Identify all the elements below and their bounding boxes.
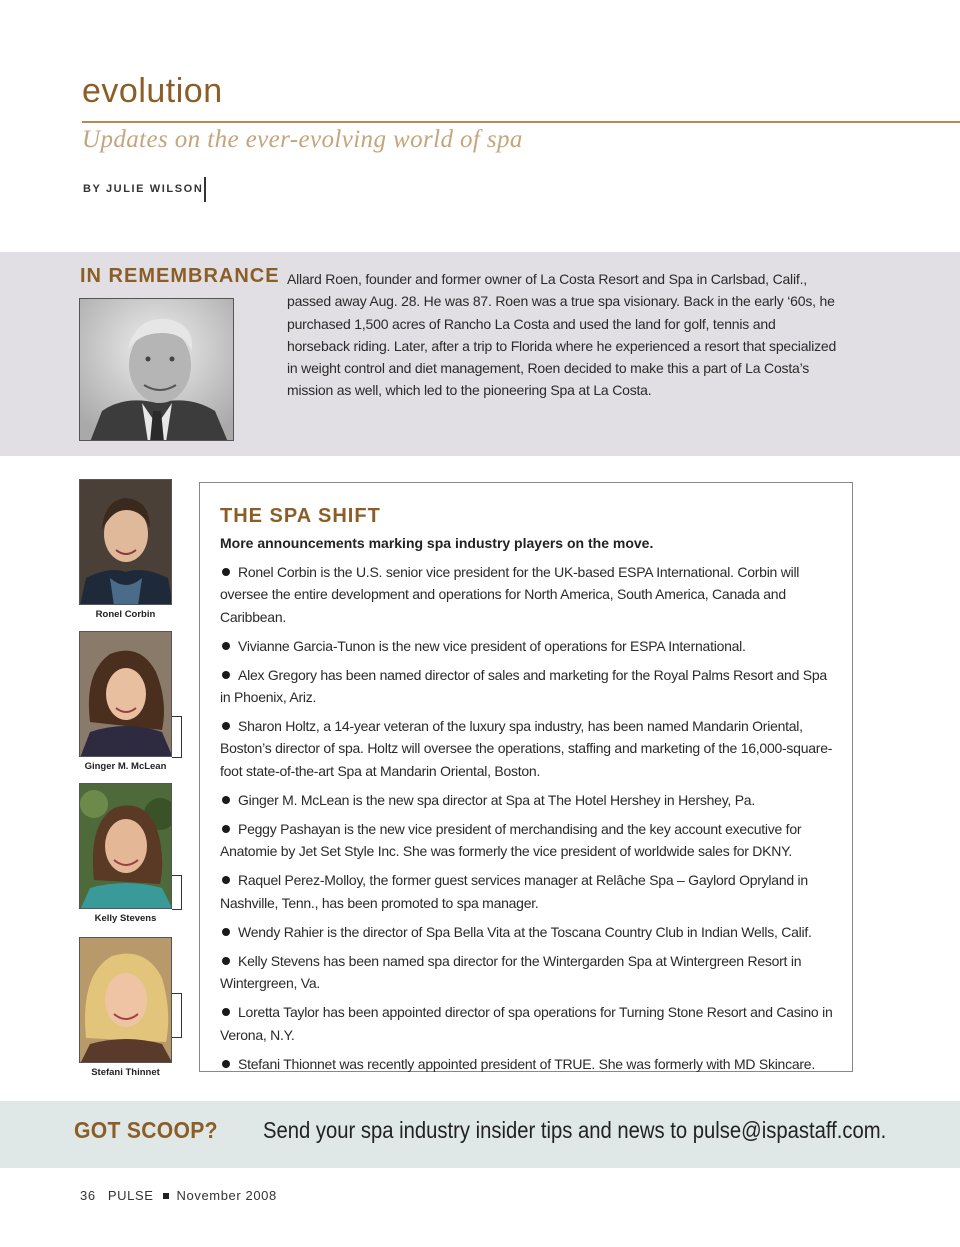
list-item-text: Loretta Taylor has been appointed director of spa operations for Turning Stone Resort and Casino in Verona, N.Y. [220,1004,833,1043]
list-item [220,715,835,782]
list-item-text: Peggy Pashayan is the new vice president of merchandising and the key account executive for Anatomie by Jet Set Style Inc. She was formerly the vice president of worldwide sales for DKNY. [220,820,802,860]
issue-date: November 2008 [176,1188,277,1203]
roen-photo [79,298,234,441]
portrait-image [80,784,172,909]
byline: BY JULIE WILSON [83,183,204,195]
bullet-icon [222,1008,230,1016]
list-item [220,921,835,943]
page-number: 36 [80,1188,96,1203]
list-item [220,869,835,914]
portrait-image [80,632,172,757]
list-item [220,818,835,863]
magazine-name: PULSE [107,1188,154,1203]
list-item-text: Alex Gregory has been named director of sales and marketing for the Royal Palms Resort and Spa in Phoenix, Ariz. [220,666,827,706]
corbin-photo [79,479,172,605]
bullet-icon [222,876,230,884]
caption-corbin: Ronel Corbin [95,609,156,620]
list-item-text: Raquel Perez-Molloy, the former guest services manager at Relâche Spa – Gaylord Opryland in Nashville, Tenn., has been promoted to spa manager. [220,872,808,911]
caption-thinnet: Stefani Thinnet [91,1067,160,1078]
list-item [220,1053,835,1075]
list-item-text: Ginger M. McLean is the new spa director at Spa at The Hotel Hershey in Hershey, Pa. [238,791,755,808]
bullet-icon [222,796,230,804]
spa-shift-heading: THE SPA SHIFT [220,505,381,527]
list-item-text: Wendy Rahier is the director of Spa Bella Vita at the Toscana Country Club in Indian Wells, Calif. [238,923,812,940]
list-item [220,789,835,811]
portrait-image [80,938,172,1063]
square-separator-icon [163,1193,169,1199]
connector-line [172,875,182,910]
page-footer [80,1188,285,1203]
portrait-image [80,299,234,441]
bullet-icon [222,568,230,576]
list-item-text: Stefani Thionnet was recently appointed president of TRUE. She was formerly with MD Skincare. [238,1055,815,1072]
list-item-text: Vivianne Garcia-Tunon is the new vice president of operations for ESPA International. [238,637,746,654]
spa-shift-list [220,561,835,1082]
title-rule [82,121,960,123]
bullet-icon [222,928,230,936]
caption-stevens: Kelly Stevens [94,913,157,924]
connector-line [172,716,182,758]
section-title: evolution [82,72,223,110]
section-subtitle: Updates on the ever-evolving world of spa [82,126,523,153]
bullet-icon [222,1060,230,1068]
list-item-text: Ronel Corbin is the U.S. senior vice president for the UK-based ESPA International. Corbin will oversee the entire development and operations for North America, South America, Canada and Caribbean. [220,564,800,625]
stevens-photo [79,783,172,909]
scoop-heading: GOT SCOOP? [74,1117,218,1143]
list-item [220,664,835,709]
connector-line [172,993,182,1038]
list-item-text: Sharon Holtz, a 14-year veteran of the luxury spa industry, has been named Mandarin Oriental, Boston’s director of spa. Holtz will oversee the operations, staffing and marketing of the 16,000-square-foot state-of-the-art Spa at Mandarin Oriental, Boston. [220,718,833,779]
list-item [220,561,835,628]
portrait-image [80,480,172,605]
bullet-icon [222,722,230,730]
bullet-icon [222,671,230,679]
list-item [220,950,835,995]
remembrance-heading: IN REMEMBRANCE [80,265,280,287]
caption-mclean: Ginger M. McLean [84,761,167,772]
byline-divider [204,177,206,202]
bullet-icon [222,957,230,965]
mclean-photo [79,631,172,757]
bullet-icon [222,642,230,650]
list-item [220,635,835,657]
remembrance-text: Allard Roen, founder and former owner of La Costa Resort and Spa in Carlsbad, Calif., passed away Aug. 28. He was 87. Roen was a true spa visionary. Back in the early ‘60s, he purchased 1,500 acres of Rancho La Costa and used the land for golf, tennis and horseback riding. Later, after a trip to Florida where he experienced a resort that specialized in weight control and diet management, Roen decided to make this a part of La Costa’s mission as well, which led to the pioneering Spa at La Costa. [287,271,837,399]
thinnet-photo [79,937,172,1063]
spa-shift-intro: More announcements marking spa industry players on the move. [220,535,654,551]
bullet-icon [222,825,230,833]
list-item-text: Kelly Stevens has been named spa director for the Wintergarden Spa at Wintergreen Resort in Wintergreen, Va. [220,952,802,992]
scoop-text: Send your spa industry insider tips and news to pulse@ispastaff.com. [263,1117,887,1143]
list-item [220,1001,835,1046]
